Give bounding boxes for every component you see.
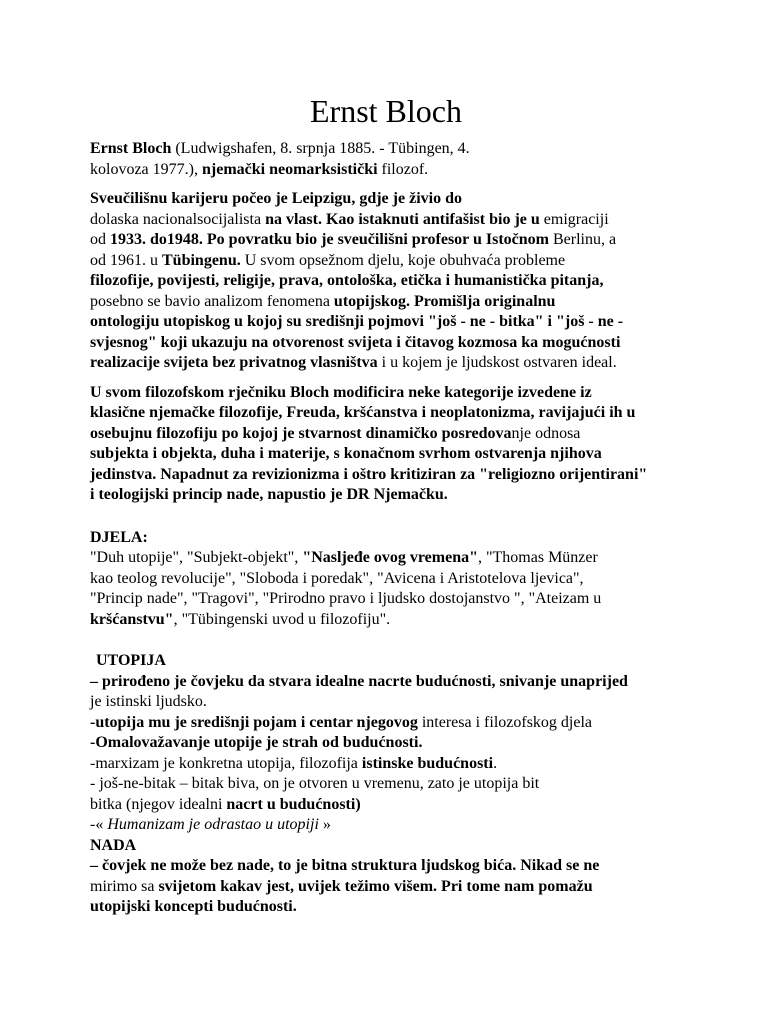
career-text-bold: realizacije svijeta bez privatnog vlasništva (90, 354, 378, 371)
dictionary-text: nje odnosa (511, 424, 581, 442)
hope-section (90, 836, 672, 918)
utopia-line: -Omalovažavanje utopije je strah od budućnosti. (90, 734, 423, 751)
career-line: Sveučilišnu karijeru počeo je Leipzigu, gdje je živio do (90, 190, 462, 207)
works-text-bold: kršćanstvu" (90, 610, 174, 628)
utopia-text-bold: nacrt u budućnosti) (226, 795, 361, 813)
works-heading: DJELA: (90, 528, 148, 546)
hope-text: mirimo sa (90, 877, 159, 895)
utopia-line: – prirođeno je čovjeku da stvara idealne nacrte budućnosti, snivanje unaprijed (90, 672, 628, 690)
page-title: Ernst Bloch (310, 93, 462, 129)
dictionary-line: i teologijski princip nade, napustio je DR Njemačku. (90, 486, 448, 503)
works-line: kao teolog revolucije", "Sloboda i poredak", "Avicena i Aristotelova ljevica", (90, 569, 584, 587)
works-text: , "Tübingenski uvod u filozofiju". (173, 610, 391, 628)
career-text: i u kojem je ljudskost ostvaren ideal. (377, 354, 617, 371)
utopia-quote: Humanizam je odrastao u utopiji (107, 816, 319, 833)
intro-role: filozof. (377, 160, 429, 178)
career-text: posebno se bavio analizom fenomena (90, 292, 334, 310)
career-line: filozofije, povijesti, religije, prava, ontološka, etička i humanistička pitanja, (90, 272, 604, 289)
career-text-bold: Tübingenu. (162, 251, 241, 269)
utopia-text: . (493, 754, 498, 772)
utopia-text-bold: istinske budućnosti (361, 754, 494, 772)
intro-paragraph (90, 139, 672, 180)
intro-dates: (Ludwigshafen, 8. srpnja 1885. - Tübingen, 4. (171, 140, 470, 157)
dictionary-line: subjekta i objekta, duha i materije, s konačnom svrhom ostvarenja njihova (90, 445, 602, 462)
utopia-text: » (318, 816, 331, 833)
utopia-text-bold: -utopija mu je središnji pojam i centar njegovog (90, 713, 418, 731)
hope-text-bold: svijetom kakav jest, uvijek težimo višem. Pri tome nam pomažu (158, 877, 593, 895)
career-paragraph (90, 189, 672, 374)
career-text: od 1961. u (90, 251, 162, 269)
utopia-text: bitka (njegov idealni (90, 795, 227, 813)
hope-line: – čovjek ne može bez nade, to je bitna struktura ljudskog bića. Nikad se ne (90, 857, 600, 874)
works-line: "Princip nade", "Tragovi", "Prirodno pravo i ljudsko dostojanstvo ", "Ateizam u (90, 590, 602, 607)
intro-nationality: njemački neomarksistički (201, 160, 378, 178)
dictionary-paragraph (90, 383, 672, 506)
works-text: , "Thomas Münzer (478, 549, 598, 566)
utopia-heading: UTOPIJA (96, 652, 166, 669)
hope-line: utopijski koncepti budućnosti. (90, 898, 297, 915)
hope-heading: NADA (90, 836, 137, 854)
works-text: "Duh utopije", "Subjekt-objekt", (90, 549, 303, 566)
utopia-text: -« (90, 816, 108, 833)
utopia-section (90, 651, 672, 836)
career-text: U svom opsežnom djelu, koje obuhvaća probleme (240, 251, 566, 269)
utopia-text: interesa i filozofskog djela (417, 713, 593, 731)
utopia-line: - još-ne-bitak – bitak biva, on je otvoren u vremenu, zato je utopija bit (90, 775, 540, 792)
dictionary-text-bold: osebujnu filozofiju po kojoj je stvarnost dinamičko posredova (90, 424, 512, 442)
career-line: ontologiju utopiskog u kojoj su središnji pojmovi "još - ne - bitka" i "još - ne - (90, 313, 624, 330)
dictionary-line: klasične njemačke filozofije, Freuda, kršćanstva i neoplatonizma, ravijajući ih u (90, 404, 636, 421)
career-text-bold: 1933. do1948. Po povratku bio je sveučilišni profesor u Istočnom (110, 231, 549, 248)
utopia-line: je istinski ljudsko. (90, 693, 207, 710)
utopia-text: -marxizam je konkretna utopija, filozofija (90, 754, 362, 772)
works-section (90, 528, 672, 631)
career-text: od (90, 231, 110, 248)
dictionary-line: jedinstva. Napadnut za revizionizma i oštro kritiziran za "religiozno orijentirani" (90, 465, 648, 483)
career-text: Berlinu, a (549, 231, 617, 248)
intro-dates-cont: kolovoza 1977.), (90, 160, 202, 178)
intro-name: Ernst Bloch (90, 140, 172, 157)
career-text-bold: na vlast. Kao istaknuti antifašist bio je u (265, 210, 540, 228)
career-text-bold: utopijskog. Promišlja originalnu (333, 292, 556, 310)
career-text: emigraciji (539, 210, 609, 228)
works-text-bold: "Nasljeđe ovog vremena" (302, 549, 478, 566)
career-line: svjesnog" koji ukazuju na otvorenost svijeta i čitavog kozmosa ka mogućnosti (90, 333, 621, 351)
dictionary-line: U svom filozofskom rječniku Bloch modificira neke kategorije izvedene iz (90, 383, 592, 401)
career-text: dolaska nacionalsocijalista (90, 210, 266, 228)
